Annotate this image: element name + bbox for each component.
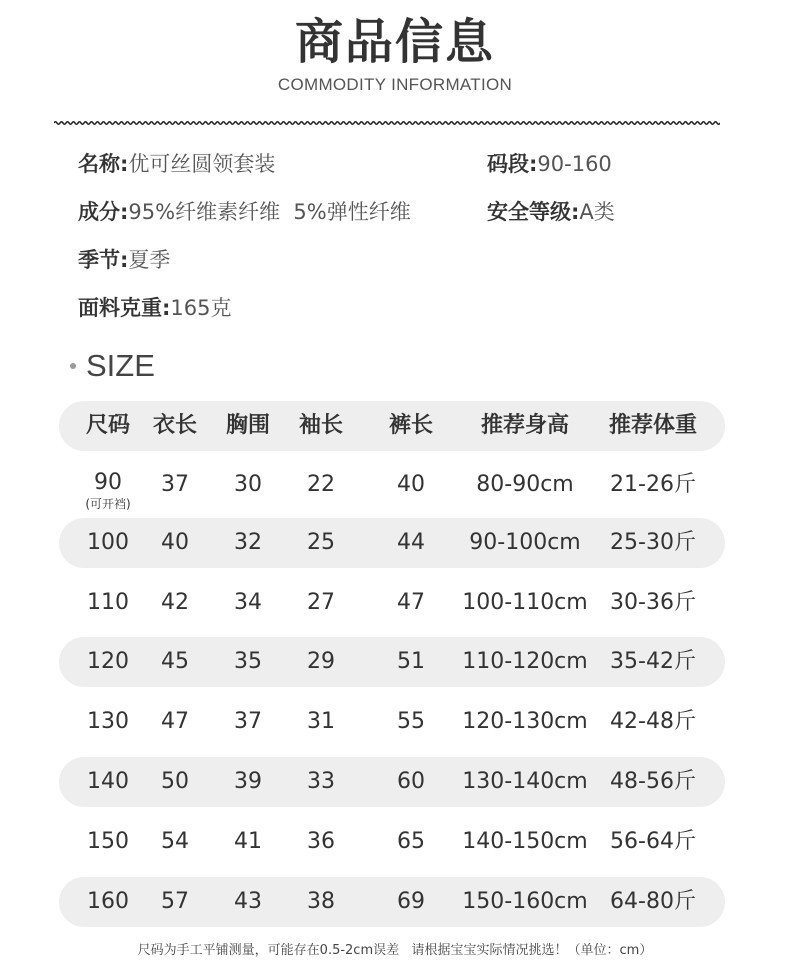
header-height: 推荐身高 xyxy=(480,413,569,438)
cell-height: 140-150cm xyxy=(462,829,588,854)
bullet-dot-icon xyxy=(70,363,76,369)
info-name-label: 名称: xyxy=(78,152,129,176)
header-pants: 裤长 xyxy=(388,413,433,438)
info-safety-value: A类 xyxy=(579,200,615,224)
cell-length: 37 xyxy=(161,472,189,497)
cell-pants: 60 xyxy=(397,769,425,794)
cell-length: 54 xyxy=(161,829,189,854)
cell-size-note: (可开裆) xyxy=(85,497,131,511)
cell-pants: 47 xyxy=(397,590,425,615)
header-sleeve: 袖长 xyxy=(298,413,343,438)
info-size-range-label: 码段: xyxy=(487,152,538,176)
cell-weight: 48-56斤 xyxy=(610,769,696,794)
info-name xyxy=(78,149,275,179)
cell-chest: 43 xyxy=(234,889,262,914)
cell-length: 45 xyxy=(161,649,189,674)
cell-chest: 34 xyxy=(234,590,262,615)
header-weight: 推荐体重 xyxy=(608,413,697,438)
info-name-value: 优可丝圆领套装 xyxy=(128,152,276,176)
info-size-range-value: 90-160 xyxy=(537,152,612,176)
cell-chest: 35 xyxy=(234,649,262,674)
cell-height: 90-100cm xyxy=(469,530,581,555)
table-row xyxy=(59,697,725,747)
cell-sleeve: 25 xyxy=(307,530,335,555)
info-season-value: 夏季 xyxy=(128,248,171,272)
cell-weight: 25-30斤 xyxy=(610,530,696,555)
info-safety-label: 安全等级: xyxy=(487,200,580,224)
info-weight-value: 165克 xyxy=(170,296,232,320)
table-row xyxy=(59,637,725,687)
info-season-label: 季节: xyxy=(78,248,129,272)
cell-chest: 30 xyxy=(234,472,262,497)
table-row xyxy=(59,817,725,867)
cell-pants: 69 xyxy=(397,889,425,914)
header-chest: 胸围 xyxy=(225,413,270,438)
cell-weight: 35-42斤 xyxy=(610,649,696,674)
cell-weight: 30-36斤 xyxy=(610,590,696,615)
info-composition xyxy=(78,197,411,227)
cell-sleeve: 22 xyxy=(307,472,335,497)
info-weight xyxy=(78,293,232,323)
cell-weight: 56-64斤 xyxy=(610,829,696,854)
cell-length: 40 xyxy=(161,530,189,555)
cell-chest: 39 xyxy=(234,769,262,794)
cell-size: 160 xyxy=(87,889,129,914)
size-heading xyxy=(70,346,155,386)
cell-sleeve: 27 xyxy=(307,590,335,615)
cell-height: 100-110cm xyxy=(462,590,588,615)
cell-size-value: 90 xyxy=(94,470,122,495)
table-row xyxy=(59,877,725,927)
cell-size: 130 xyxy=(87,709,129,734)
cell-weight: 42-48斤 xyxy=(610,709,696,734)
cell-height: 150-160cm xyxy=(462,889,588,914)
cell-sleeve: 33 xyxy=(307,769,335,794)
cell-sleeve: 29 xyxy=(307,649,335,674)
cell-size xyxy=(79,460,137,510)
cell-pants: 40 xyxy=(397,472,425,497)
cell-size: 150 xyxy=(87,829,129,854)
cell-height: 120-130cm xyxy=(462,709,588,734)
info-composition-label: 成分: xyxy=(78,200,129,224)
cell-chest: 41 xyxy=(234,829,262,854)
header-size: 尺码 xyxy=(85,413,130,438)
cell-chest: 32 xyxy=(234,530,262,555)
cell-pants: 51 xyxy=(397,649,425,674)
info-size-range xyxy=(487,149,612,179)
page-subtitle: COMMODITY INFORMATION xyxy=(277,75,513,94)
cell-height: 130-140cm xyxy=(462,769,588,794)
cell-size: 100 xyxy=(87,530,129,555)
cell-sleeve: 31 xyxy=(307,709,335,734)
wavy-divider xyxy=(54,118,720,128)
cell-height: 80-90cm xyxy=(476,472,574,497)
cell-pants: 55 xyxy=(397,709,425,734)
info-composition-value: 95%纤维素纤维 5%弹性纤维 xyxy=(128,200,411,224)
table-row xyxy=(59,460,725,510)
cell-length: 47 xyxy=(161,709,189,734)
table-row xyxy=(59,757,725,807)
cell-size: 110 xyxy=(87,590,129,615)
cell-length: 57 xyxy=(161,889,189,914)
measurement-footnote: 尺码为手工平铺测量，可能存在0.5-2cm误差 请根据宝宝实际情况挑选！（单位：cm） xyxy=(137,943,653,958)
cell-weight: 64-80斤 xyxy=(610,889,696,914)
cell-length: 50 xyxy=(161,769,189,794)
cell-size: 120 xyxy=(87,649,129,674)
table-row xyxy=(59,578,725,628)
cell-height: 110-120cm xyxy=(462,649,588,674)
header-length: 衣长 xyxy=(152,413,197,438)
size-heading-text: SIZE xyxy=(86,348,155,383)
info-safety xyxy=(487,197,615,227)
cell-pants: 44 xyxy=(397,530,425,555)
info-weight-label: 面料克重: xyxy=(78,296,171,320)
table-row xyxy=(59,518,725,568)
cell-pants: 65 xyxy=(397,829,425,854)
cell-sleeve: 38 xyxy=(307,889,335,914)
cell-sleeve: 36 xyxy=(307,829,335,854)
cell-size: 140 xyxy=(87,769,129,794)
info-season xyxy=(78,245,170,275)
size-table-header xyxy=(59,401,725,451)
cell-chest: 37 xyxy=(234,709,262,734)
cell-length: 42 xyxy=(161,590,189,615)
page-title: 商品信息 xyxy=(294,14,495,70)
cell-weight: 21-26斤 xyxy=(610,472,696,497)
